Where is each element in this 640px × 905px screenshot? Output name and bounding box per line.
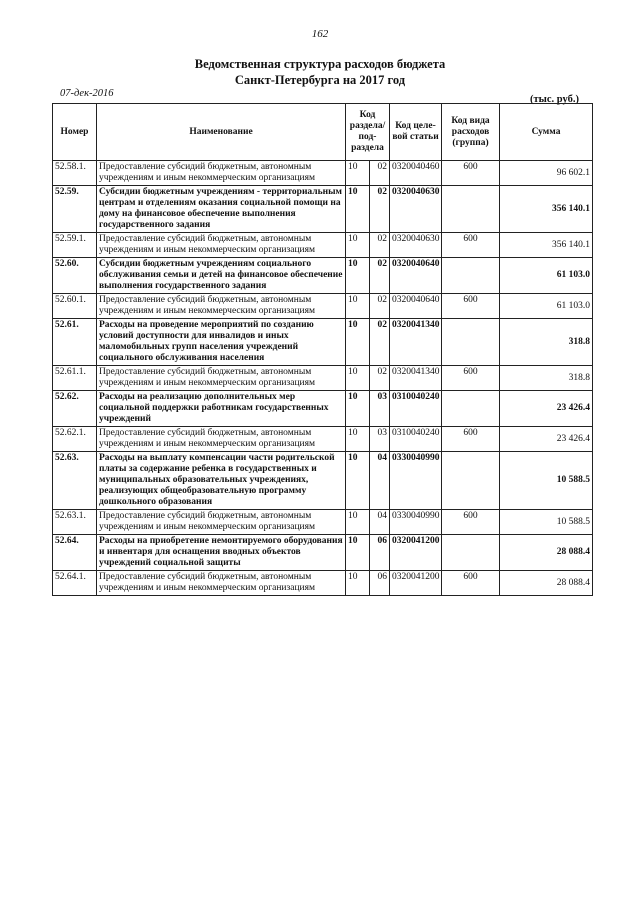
row-name: Предоставление субсидий бюджетным, автономным учреждениям и иным некоммерческим организациям [97, 233, 346, 258]
row-sum: 356 140.1 [500, 233, 593, 258]
row-name: Субсидии бюджетным учреждениям - территориальным центрам и отделениям оказания социальной помощи на дому на финансовое обеспечение выполнения государственного задания [97, 186, 346, 233]
row-expense-type: 600 [442, 510, 500, 535]
table-header-row [53, 104, 593, 161]
table-row [53, 427, 593, 452]
row-subsection: 06 [370, 571, 390, 596]
row-sum: 318.8 [500, 366, 593, 391]
row-expense-type: 600 [442, 161, 500, 186]
header-name: Наименование [97, 104, 346, 161]
row-number: 52.60. [53, 258, 97, 294]
units-label: (тыс. руб.) [530, 94, 579, 105]
table-row [53, 535, 593, 571]
row-sum: 356 140.1 [500, 186, 593, 233]
row-target-code: 0320040460 [390, 161, 442, 186]
row-subsection: 04 [370, 452, 390, 510]
row-expense-type: 600 [442, 233, 500, 258]
row-section: 10 [346, 427, 370, 452]
row-section: 10 [346, 452, 370, 510]
row-sum: 23 426.4 [500, 427, 593, 452]
table-row [53, 161, 593, 186]
row-number: 52.60.1. [53, 294, 97, 319]
row-subsection: 04 [370, 510, 390, 535]
row-expense-type: 600 [442, 366, 500, 391]
row-expense-type [442, 186, 500, 233]
row-target-code: 0320040640 [390, 294, 442, 319]
row-target-code: 0320041200 [390, 535, 442, 571]
header-kvr: Код вида расходов (группа) [442, 104, 500, 161]
row-subsection: 02 [370, 366, 390, 391]
row-section: 10 [346, 233, 370, 258]
row-section: 10 [346, 258, 370, 294]
row-section: 10 [346, 391, 370, 427]
row-target-code: 0320040640 [390, 258, 442, 294]
row-expense-type [442, 319, 500, 366]
row-target-code: 0320041340 [390, 366, 442, 391]
row-sum: 28 088.4 [500, 571, 593, 596]
row-sum: 10 588.5 [500, 510, 593, 535]
row-target-code: 0320040630 [390, 186, 442, 233]
header-target: Код целе-вой статьи [390, 104, 442, 161]
table-row [53, 366, 593, 391]
row-target-code: 0320040630 [390, 233, 442, 258]
row-name: Расходы на приобретение немонтируемого оборудования и инвентаря для оснащения вводных объектов учреждений социальной защиты [97, 535, 346, 571]
row-target-code: 0320041200 [390, 571, 442, 596]
table-row [53, 294, 593, 319]
row-subsection: 02 [370, 258, 390, 294]
row-section: 10 [346, 571, 370, 596]
row-expense-type [442, 258, 500, 294]
row-sum: 61 103.0 [500, 294, 593, 319]
table-row [53, 571, 593, 596]
row-subsection: 02 [370, 233, 390, 258]
row-number: 52.63. [53, 452, 97, 510]
page-number: 162 [311, 28, 329, 40]
row-subsection: 02 [370, 161, 390, 186]
row-subsection: 02 [370, 319, 390, 366]
row-number: 52.59. [53, 186, 97, 233]
document-title [0, 56, 640, 88]
header-sum: Сумма [500, 104, 593, 161]
row-sum: 318.8 [500, 319, 593, 366]
row-name: Расходы на проведение мероприятий по созданию условий доступности для инвалидов и иных маломобильных групп населения учреждений социального обслуживания населения [97, 319, 346, 366]
row-expense-type [442, 452, 500, 510]
row-expense-type: 600 [442, 427, 500, 452]
row-sum: 61 103.0 [500, 258, 593, 294]
row-name: Предоставление субсидий бюджетным, автономным учреждениям и иным некоммерческим организациям [97, 366, 346, 391]
table-row [53, 258, 593, 294]
row-number: 52.61. [53, 319, 97, 366]
table-row [53, 319, 593, 366]
row-name: Предоставление субсидий бюджетным, автономным учреждениям и иным некоммерческим организациям [97, 427, 346, 452]
row-section: 10 [346, 366, 370, 391]
row-name: Расходы на реализацию дополнительных мер социальной поддержки работникам государственных учреждений [97, 391, 346, 427]
row-number: 52.62. [53, 391, 97, 427]
row-number: 52.64.1. [53, 571, 97, 596]
row-number: 52.59.1. [53, 233, 97, 258]
table-row [53, 391, 593, 427]
row-subsection: 06 [370, 535, 390, 571]
row-name: Предоставление субсидий бюджетным, автономным учреждениям и иным некоммерческим организациям [97, 571, 346, 596]
row-number: 52.58.1. [53, 161, 97, 186]
row-section: 10 [346, 186, 370, 233]
row-sum: 23 426.4 [500, 391, 593, 427]
row-section: 10 [346, 319, 370, 366]
row-sum: 96 602.1 [500, 161, 593, 186]
row-target-code: 0310040240 [390, 427, 442, 452]
row-subsection: 02 [370, 186, 390, 233]
row-number: 52.62.1. [53, 427, 97, 452]
row-name: Предоставление субсидий бюджетным, автономным учреждениям и иным некоммерческим организациям [97, 294, 346, 319]
title-line-1: Ведомственная структура расходов бюджета [194, 57, 446, 71]
row-expense-type [442, 391, 500, 427]
row-subsection: 03 [370, 427, 390, 452]
row-section: 10 [346, 161, 370, 186]
row-name: Субсидии бюджетным учреждениям социального обслуживания семьи и детей на финансовое обеспечение выполнения государственного задания [97, 258, 346, 294]
row-target-code: 0330040990 [390, 510, 442, 535]
document-date: 07-дек-2016 [60, 88, 114, 99]
row-name: Предоставление субсидий бюджетным, автономным учреждениям и иным некоммерческим организациям [97, 510, 346, 535]
row-section: 10 [346, 294, 370, 319]
table-body [53, 161, 593, 596]
header-number: Номер [53, 104, 97, 161]
table-row [53, 186, 593, 233]
row-subsection: 03 [370, 391, 390, 427]
row-expense-type [442, 535, 500, 571]
row-name: Предоставление субсидий бюджетным, автономным учреждениям и иным некоммерческим организациям [97, 161, 346, 186]
row-expense-type: 600 [442, 571, 500, 596]
row-target-code: 0320041340 [390, 319, 442, 366]
row-target-code: 0330040990 [390, 452, 442, 510]
row-subsection: 02 [370, 294, 390, 319]
row-section: 10 [346, 510, 370, 535]
table-row [53, 452, 593, 510]
row-sum: 28 088.4 [500, 535, 593, 571]
budget-table [52, 103, 593, 596]
table-row [53, 510, 593, 535]
row-section: 10 [346, 535, 370, 571]
header-section: Код раздела/ под-раздела [346, 104, 390, 161]
table-row [53, 233, 593, 258]
row-expense-type: 600 [442, 294, 500, 319]
row-sum: 10 588.5 [500, 452, 593, 510]
row-number: 52.63.1. [53, 510, 97, 535]
row-name: Расходы на выплату компенсации части родительской платы за содержание ребенка в государственных и муниципальных образовательных учреждениях, реализующих общеобразовательную программу дошкольного образования [97, 452, 346, 510]
row-target-code: 0310040240 [390, 391, 442, 427]
title-line-2: Санкт-Петербурга на 2017 год [234, 73, 406, 87]
row-number: 52.64. [53, 535, 97, 571]
row-number: 52.61.1. [53, 366, 97, 391]
